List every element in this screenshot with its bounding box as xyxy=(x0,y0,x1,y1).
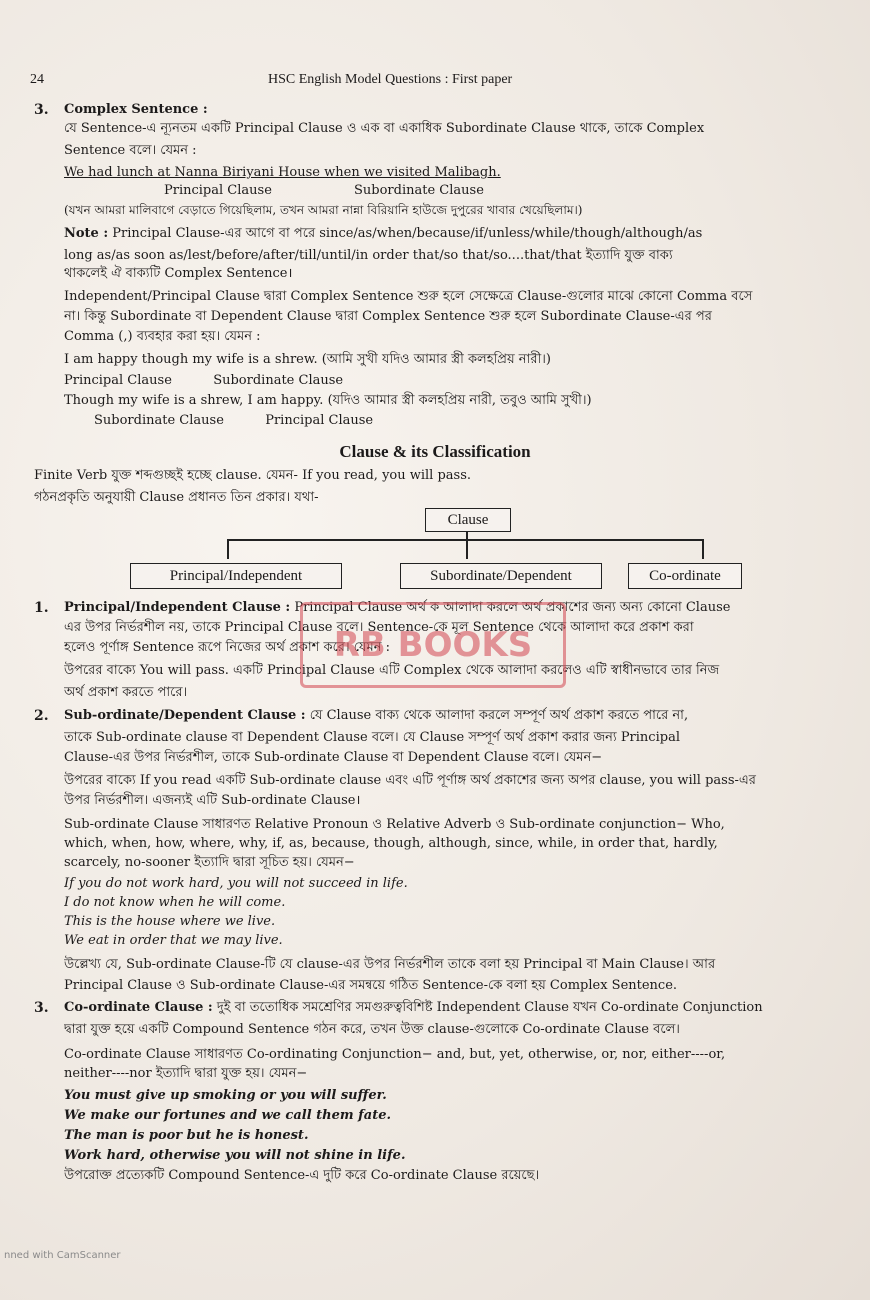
paragraph-line: scarcely, no-sooner ইত্যাদি দ্বারা সূচিত হয়। যেমন− xyxy=(64,855,355,870)
example-sentence: Work hard, otherwise you will not shine in life. xyxy=(64,1148,406,1163)
paragraph-line: উপর নির্ভরশীল। এজন্যই এটি Sub-ordinate Clause। xyxy=(64,793,361,808)
example-sentence: We had lunch at Nanna Biriyani House when we visited Malibagh. xyxy=(64,165,501,180)
example-sentence: If you do not work hard, you will not succeed in life. xyxy=(64,876,408,891)
paragraph-line: উপরের বাক্যে You will pass. একটি Principal Clause এটি Complex থেকে আলাদা করলেও এটি স্বাধীনভাবে তার নিজ xyxy=(64,663,720,678)
example-sentence: Though my wife is a shrew, I am happy. (যদিও আমার স্ত্রী কলহপ্রিয় নারী, তবুও আমি সুখী।) xyxy=(64,393,592,408)
page-header xyxy=(30,72,830,92)
section-number: 3. xyxy=(34,1000,49,1016)
tree-node-coordinate: Co-ordinate xyxy=(628,563,742,589)
paragraph-line: Comma (,) ব্যবহার করা হয়। যেমন : xyxy=(64,329,261,344)
principal-text: Principal Clause অর্থ ক আলাদা করলে অর্থ প্রকাশের জন্য অন্য কোনো Clause xyxy=(294,600,731,615)
section-number: 1. xyxy=(34,600,49,616)
paragraph-line: Clause-এর উপর নির্ভরশীল, তাকে Sub-ordinate Clause বা Dependent Clause বলে। যেমন− xyxy=(64,750,603,765)
section-title: Clause & its Classification xyxy=(339,442,531,461)
page-title: HSC English Model Questions : First paper xyxy=(268,72,513,87)
intro-line: Finite Verb যুক্ত শব্দগুচ্ছই হচ্ছে clause. যেমন- If you read, you will pass. xyxy=(34,468,472,483)
note-label: Note : xyxy=(64,226,109,241)
paragraph-line: উপরোক্ত প্রত্যেকটি Compound Sentence-এ দুটি করে Co-ordinate Clause রয়েছে। xyxy=(64,1168,540,1183)
example-sentence: The man is poor but he is honest. xyxy=(64,1128,309,1143)
page-number: 24 xyxy=(30,72,44,87)
paragraph-line: Sub-ordinate Clause সাধারণত Relative Pronoun ও Relative Adverb ও Sub-ordinate conjunction− Who, xyxy=(64,817,725,832)
paragraph-line: না। কিন্তু Subordinate বা Dependent Clause দ্বারা Complex Sentence শুরু হলে Subordinate Clause-এর পর xyxy=(64,309,712,324)
tree-node-subordinate: Subordinate/Dependent xyxy=(400,563,602,589)
note-text: Principal Clause-এর আগে বা পরে since/as/when/because/if/unless/while/though/although/as xyxy=(112,226,703,241)
scanner-watermark: nned with CamScanner xyxy=(4,1250,121,1261)
paragraph-line: Sentence বলে। যেমন : xyxy=(64,143,197,158)
clause-label: Subordinate Clause xyxy=(354,183,484,198)
paragraph-line: which, when, how, where, why, if, as, because, though, although, since, while, in order that, hardly, xyxy=(64,836,718,851)
paragraph-line: Independent/Principal Clause দ্বারা Complex Sentence শুরু হলে সেক্ষেত্রে Clause-গুলোর মাঝে কোনো Comma বসে xyxy=(64,289,753,304)
paragraph-line: অর্থ প্রকাশ করতে পারে। xyxy=(64,685,188,700)
paragraph-line: neither----nor ইত্যাদি দ্বারা যুক্ত হয়। যেমন− xyxy=(64,1066,308,1081)
coordinate-text: দুই বা ততোধিক সমশ্রেণির সমগুরুত্ববিশিষ্ট Independent Clause যখন Co-ordinate Conjunction xyxy=(216,1000,763,1015)
paragraph-line xyxy=(64,998,830,1017)
clause-labels: Principal Clause Subordinate Clause xyxy=(64,373,344,388)
paragraph-line: Principal Clause ও Sub-ordinate Clause-এর সমন্বয়ে গঠিত Sentence-কে বলা হয় Complex Sentence. xyxy=(64,978,678,993)
translation-line: (যখন আমরা মালিবাগে বেড়াতে গিয়েছিলাম, তখন আমরা নান্না বিরিয়ানি হাউজে দুপুরের খাবার খেয়েছিলাম।) xyxy=(64,203,583,217)
example-sentence: You must give up smoking or you will suffer. xyxy=(64,1088,387,1103)
principal-heading: Principal/Independent Clause : xyxy=(64,600,291,615)
example-sentence: I am happy though my wife is a shrew. (আমি সুখী যদিও আমার স্ত্রী কলহপ্রিয় নারী।) xyxy=(64,352,551,367)
example-sentence: I do not know when he will come. xyxy=(64,895,286,910)
example-sentence: We eat in order that we may live. xyxy=(64,933,283,948)
watermark-stamp: RB BOOKS xyxy=(300,602,566,688)
tree-connector xyxy=(466,539,468,559)
coordinate-heading: Co-ordinate Clause : xyxy=(64,1000,213,1015)
paragraph-line: এর উপর নির্ভরশীল নয়, তাকে Principal Clause বলে। Sentence-কে মূল Sentence থেকে আলাদা করে প্রকাশ করা xyxy=(64,620,694,635)
clause-labels: Subordinate Clause Principal Clause xyxy=(94,413,374,428)
section-heading-complex: Complex Sentence : xyxy=(64,102,208,117)
note-line: থাকলেই ঐ বাক্যটি Complex Sentence। xyxy=(64,266,293,281)
note-line: long as/as soon as/lest/before/after/till/until/in order that/so that/so....that/that ইত্যাদি যুক্ত বাক্য xyxy=(64,248,673,263)
paragraph-line: উপরের বাক্যে If you read একটি Sub-ordinate clause এবং এটি পূর্ণাঙ্গ অর্থ প্রকাশের জন্য অপর clause, you will pass-এর xyxy=(64,773,756,788)
tree-root: Clause xyxy=(425,508,511,532)
paragraph-line: Co-ordinate Clause সাধারণত Co-ordinating Conjunction− and, but, yet, otherwise, or, nor, either----or, xyxy=(64,1047,726,1062)
example-sentence: We make our fortunes and we call them fate. xyxy=(64,1108,391,1123)
section-number: 3. xyxy=(34,102,49,118)
tree-connector xyxy=(227,539,703,541)
paragraph-line: তাকে Sub-ordinate clause বা Dependent Clause বলে। যে Clause সম্পূর্ণ অর্থ প্রকাশ করার জন্য Principal xyxy=(64,730,680,745)
note-line xyxy=(64,224,830,243)
section-number: 2. xyxy=(34,708,49,724)
subordinate-text: যে Clause বাক্য থেকে আলাদা করলে সম্পূর্ণ অর্থ প্রকাশ করতে পারে না, xyxy=(309,708,689,723)
clause-tree-diagram xyxy=(120,508,740,590)
tree-node-principal: Principal/Independent xyxy=(130,563,342,589)
tree-connector xyxy=(702,539,704,559)
paragraph-line: দ্বারা যুক্ত হয়ে একটি Compound Sentence গঠন করে, তখন উক্ত clause-গুলোকে Co-ordinate Clause বলে। xyxy=(64,1022,680,1037)
example-sentence: This is the house where we live. xyxy=(64,914,276,929)
paragraph-line: উল্লেখ্য যে, Sub-ordinate Clause-টি যে clause-এর উপর নির্ভরশীল তাকে বলা হয় Principal বা Main Clause। আর xyxy=(64,957,716,972)
clause-label: Principal Clause xyxy=(164,183,272,198)
subordinate-heading: Sub-ordinate/Dependent Clause : xyxy=(64,708,306,723)
paragraph-line: হলেও পূর্ণাঙ্গ Sentence রূপে নিজের অর্থ প্রকাশ করে। যেমন : xyxy=(64,640,390,655)
intro-line: গঠনপ্রকৃতি অনুযায়ী Clause প্রধানত তিন প্রকার। যথা- xyxy=(34,490,319,505)
tree-connector xyxy=(227,539,229,559)
paragraph-line xyxy=(64,706,830,725)
paragraph-line: যে Sentence-এ ন্যূনতম একটি Principal Clause ও এক বা একাধিক Subordinate Clause থাকে, তাকে Complex xyxy=(64,121,705,136)
